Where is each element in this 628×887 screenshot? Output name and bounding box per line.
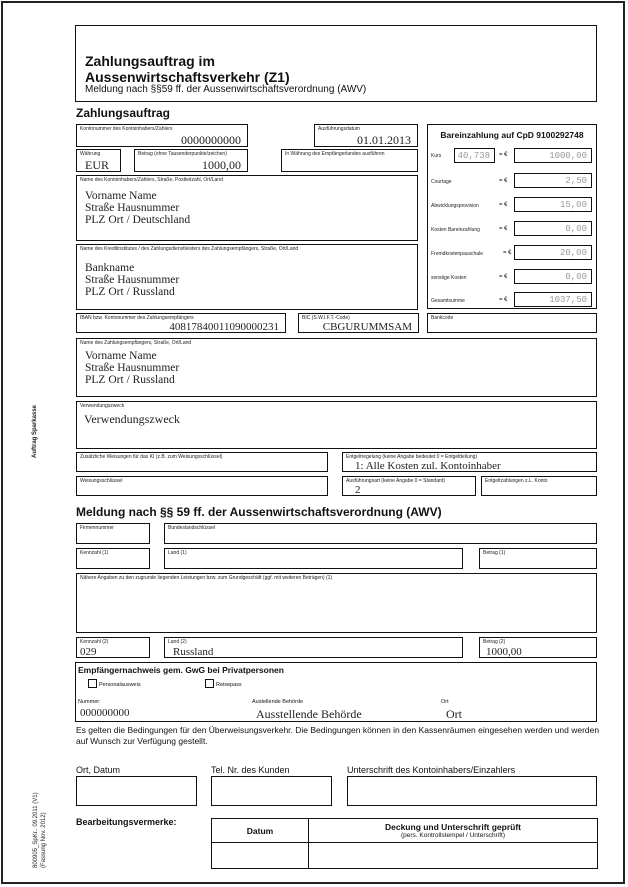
subtitle: Meldung nach §§59 ff. der Aussenwirtschaftsverordnung (AWV)	[85, 84, 367, 95]
gwg-heading: Empfängernachweis gem. GwG bei Privatpersonen	[78, 665, 284, 675]
title-line2: Aussenwirtschaftsverkehr (Z1)	[85, 69, 290, 85]
side-label-auftrag: Auftrag Sparkasse	[32, 404, 38, 458]
ausfuehrungsart-field[interactable]	[342, 476, 476, 496]
entgeltregelung-label: Entgeltregelung (keine Angabe bedeutet 0 = Entgeltteilung)	[346, 454, 478, 460]
betrag2-value: 1000,00	[486, 646, 522, 658]
bearbeitung-table	[211, 818, 598, 869]
kontonummer-value: 0000000000	[181, 133, 241, 147]
kontonummer-field[interactable]	[76, 124, 248, 147]
sonstige-kosten-eq: = €	[499, 274, 508, 280]
land2-field[interactable]	[164, 637, 463, 658]
col-datum-text: Datum	[246, 825, 274, 836]
kurs-rate-value: 40,738	[457, 151, 490, 161]
bic-value: CBGURUMMSAM	[322, 321, 412, 333]
betrag2-field[interactable]	[479, 637, 597, 658]
abwicklungsprovision-label: Abwicklungsprovision	[431, 203, 479, 209]
land2-value: Russland	[173, 646, 214, 658]
bareinzahlung-panel	[427, 124, 597, 309]
kennzahl1-label: Kennzahl (1)	[80, 550, 109, 556]
entgeltzahlungen-label: Entgeltzahlungen z.L. Konto	[485, 478, 548, 484]
col-deckung-sub: (pers. Kontrollstempel / Unterschrift)	[400, 832, 506, 839]
courtage-field[interactable]	[514, 173, 592, 188]
fremdkostenpauschale-eq: = €	[503, 250, 512, 256]
abwicklungsprovision-value: 15,00	[559, 200, 587, 210]
land1-label: Land (1)	[168, 550, 187, 556]
kreditinstitut-lines	[85, 262, 179, 298]
fremdkostenpauschale-field[interactable]	[514, 245, 592, 260]
kontoinhaber-lines	[85, 190, 190, 226]
col-deckung-text: Deckung und Unterschrift geprüft	[384, 822, 521, 832]
in-waehrung-field[interactable]	[281, 149, 418, 172]
ausfuehrungsdatum-field[interactable]	[314, 124, 418, 147]
kurs-rate-field[interactable]	[454, 148, 495, 163]
side-label-version: (Fassung Nov. 2012)	[41, 812, 47, 868]
header-box	[75, 25, 597, 102]
kreditinstitut-line-city: PLZ Ort / Russland	[85, 286, 175, 298]
nummer-label: Nummer:	[78, 699, 101, 705]
title-line1: Zahlungsauftrag im	[85, 53, 215, 69]
behoerde-value[interactable]: Ausstellende Behörde	[256, 707, 362, 721]
sonstige-kosten-value: 0,00	[565, 272, 587, 282]
weisungen-field[interactable]	[76, 452, 328, 472]
waehrung-label: Währung	[80, 151, 101, 157]
side-label-form-id: 800905_SpKr.. 09.2011 (V1)	[33, 792, 39, 868]
verwendungszweck-field[interactable]	[76, 401, 597, 449]
section-heading-zahlungsauftrag: Zahlungsauftrag	[76, 106, 171, 120]
kontoinhaber-line-name: Vorname Name	[85, 190, 157, 202]
bareinzahlung-heading: Bareinzahlung auf CpD 9100292748	[440, 130, 584, 140]
in-waehrung-label: In Währung des Empfängerlandes ausführen	[285, 151, 385, 157]
verwendungszweck-value: Verwendungszweck	[84, 412, 180, 426]
kontoinhaber-line-city: PLZ Ort / Deutschland	[85, 214, 191, 226]
bundeslandschluessel-field[interactable]	[164, 523, 597, 544]
kennzahl2-field[interactable]	[76, 637, 150, 658]
land1-field[interactable]	[164, 548, 463, 569]
abwicklungsprovision-eq: = €	[499, 202, 508, 208]
bic-label: BIC (S.W.I.F.T.-Code)	[302, 315, 350, 321]
reisepass-checkbox[interactable]	[205, 679, 214, 688]
ort-datum-label: Ort, Datum	[76, 765, 121, 775]
datum-cell[interactable]	[212, 843, 309, 869]
gesamtsumme-eq: = €	[499, 297, 508, 303]
firmennummer-field[interactable]	[76, 523, 150, 544]
behoerde-label: Austellende Behörde	[252, 699, 304, 705]
reisepass-label: Reisepass	[216, 682, 242, 688]
naehere-angaben-field[interactable]	[76, 573, 597, 633]
section-heading-awv: Meldung nach §§ 59 ff. der Aussenwirtschaftsverordnung (AWV)	[76, 505, 442, 519]
kreditinstitut-label: Name des Kreditinstitutes / des Zahlungsdienstleisters des Zahlungsempfängers, Straße, Ort/Land	[80, 246, 299, 252]
empfaenger-field[interactable]	[76, 338, 597, 397]
betrag-field[interactable]	[134, 149, 248, 172]
ausfuehrungsdatum-label: Ausführungsdatum	[318, 126, 360, 132]
kurs-value-field[interactable]	[514, 148, 592, 163]
kennzahl1-field[interactable]	[76, 548, 150, 569]
telefon-label: Tel. Nr. des Kunden	[211, 765, 290, 775]
ausfuehrungsdatum-value: 01.01.2013	[357, 133, 411, 147]
bic-field[interactable]	[298, 313, 419, 333]
bankcode-field[interactable]	[427, 313, 597, 333]
waehrung-value: EUR	[85, 158, 109, 172]
ausfuehrungsart-label: Ausführungsart (keine Angabe 0 = Standard)	[346, 478, 446, 484]
kontoinhaber-line-street: Straße Hausnummer	[85, 202, 180, 214]
fremdkostenpauschale-label: Fremdkostenpauschale	[431, 251, 483, 257]
kurs-value: 1000,00	[549, 151, 587, 161]
kreditinstitut-line-bank: Bankname	[85, 262, 135, 274]
naehere-angaben-label: Nähere Angaben zu den zugrunde liegenden Leistungen bzw. zum Grundgeschäft (ggf. mit weiteren Beträgen) (1)	[80, 575, 333, 581]
gesamtsumme-label: Gesamtsumme	[431, 298, 465, 304]
ort-datum-field[interactable]	[76, 776, 197, 806]
kreditinstitut-field[interactable]	[76, 244, 418, 310]
gesamtsumme-field[interactable]	[514, 292, 592, 307]
entgeltregelung-value: 1: Alle Kosten zul. Kontoinhaber	[355, 460, 501, 472]
kreditinstitut-line-street: Straße Hausnummer	[85, 274, 180, 286]
betrag2-label: Betrag (2)	[483, 639, 506, 645]
kontoinhaber-field[interactable]	[76, 175, 418, 241]
courtage-eq: = €	[499, 178, 508, 184]
nummer-value[interactable]: 000000000	[80, 707, 130, 719]
unterschrift-label: Unterschrift des Kontoinhabers/Einzahlers	[347, 765, 516, 775]
col-deckung-header	[309, 819, 598, 843]
bankcode-label: Bankcode	[431, 315, 454, 321]
col-datum-header	[212, 819, 309, 843]
fremdkostenpauschale-value: 20,00	[559, 248, 587, 258]
empfaenger-line-city: PLZ Ort / Russland	[85, 374, 175, 386]
iban-field[interactable]	[76, 313, 286, 333]
land2-label: Land (2)	[168, 639, 187, 645]
kosten-bareinzahlung-field[interactable]	[514, 221, 592, 236]
kontonummer-label: Kontonummer des Kontoinhabers/Zahlers	[80, 126, 173, 132]
telefon-field[interactable]	[211, 776, 332, 806]
empfaenger-lines	[85, 350, 179, 386]
betrag-label: Betrag (ohne Tausenderpunkte/zeichen)	[138, 151, 227, 157]
kontoinhaber-label: Name des Kontoinhabers/Zahlers, Straße, Postleitzahl, Ort/Land	[80, 177, 223, 183]
betrag-value: 1000,00	[202, 158, 241, 172]
empfaenger-line-name: Vorname Name	[85, 350, 157, 362]
ausfuehrungsart-value: 2	[355, 484, 361, 496]
abwicklungsprovision-field[interactable]	[514, 197, 592, 212]
sonstige-kosten-field[interactable]	[514, 269, 592, 284]
personalausweis-checkbox[interactable]	[88, 679, 97, 688]
gwg-panel	[75, 662, 597, 722]
empfaenger-line-street: Straße Hausnummer	[85, 362, 180, 374]
sonstige-kosten-label: sonstige Kosten	[431, 275, 467, 281]
bedingungen-text: Es gelten die Bedingungen für den Überweisungsverkehr. Die Bedingungen können in den Kassenräumen eingesehen werden und werden auf Wunsch zur Verfügung gestellt.	[76, 725, 600, 746]
entgeltregelung-field[interactable]	[342, 452, 597, 472]
unterschrift-field[interactable]	[347, 776, 597, 806]
ort-value[interactable]: Ort	[446, 707, 462, 721]
bundeslandschluessel-label: Bundeslandschlüssel	[168, 525, 215, 531]
deckung-cell[interactable]	[309, 843, 598, 869]
iban-label: IBAN bzw. Kontonummer des Zahlungsempfängers	[80, 315, 194, 321]
kennzahl2-value: 029	[80, 646, 97, 658]
kurs-label: Kurs	[431, 153, 442, 159]
personalausweis-label: Personalausweis	[99, 682, 141, 688]
weisungen-label: Zusätzliche Weisungen für das KI (z.B. zum Weisungsschlüssel)	[80, 454, 223, 460]
kosten-bareinzahlung-label: Kosten Bareinzahlung	[431, 227, 480, 233]
weisungsschluessel-field[interactable]	[76, 476, 328, 496]
kennzahl2-label: Kennzahl (2)	[80, 639, 109, 645]
firmennummer-label: Firmennummer	[80, 525, 114, 531]
courtage-value: 2,50	[565, 176, 587, 186]
empfaenger-label: Name des Zahlungsempfängers, Straße, Ort/Land	[80, 340, 192, 346]
iban-value: 40817840011090000231	[169, 321, 279, 333]
kosten-bareinzahlung-value: 0,00	[565, 224, 587, 234]
verwendungszweck-label: Verwendungszweck	[80, 403, 125, 409]
kurs-eq: = €	[499, 152, 508, 158]
bearbeitung-label: Bearbeitungsvermerke:	[76, 817, 177, 827]
courtage-label: Courtage	[431, 179, 452, 185]
weisungsschluessel-label: Weisungsschlüssel	[80, 478, 123, 484]
betrag1-field[interactable]	[479, 548, 597, 569]
kosten-bareinzahlung-eq: = €	[499, 226, 508, 232]
entgeltzahlungen-field[interactable]	[481, 476, 597, 496]
betrag1-label: Betrag (1)	[483, 550, 506, 556]
gesamtsumme-value: 1037,50	[549, 295, 587, 305]
waehrung-field[interactable]	[76, 149, 121, 172]
ort-label: Ort	[441, 699, 449, 705]
